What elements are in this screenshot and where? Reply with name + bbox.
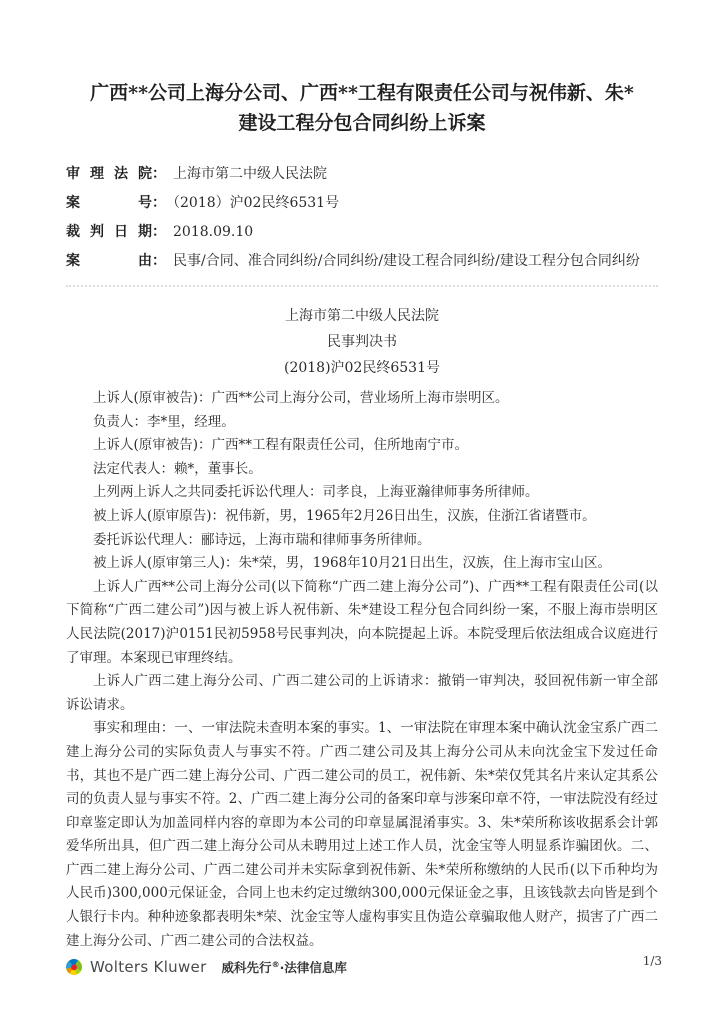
paragraph-appellee-agent: 委托诉讼代理人：郦诗远，上海市瑞和律师事务所律师。 (93, 531, 431, 548)
meta-label: 案号 (66, 195, 152, 211)
meta-colon: ： (152, 224, 166, 240)
judgment-case-no-line: (2018)沪02民终6531号 (284, 360, 440, 376)
paragraph-appellants-agent: 上列两上诉人之共同委托诉讼代理人：司孝良，上海亚瀚律师事务所律师。 (93, 484, 539, 501)
meta-value-court: 上海市第二中级人民法院 (173, 166, 327, 182)
paragraph-legal-representative: 法定代表人：赖*，董事长。 (93, 460, 262, 477)
meta-row-judgment-date (66, 218, 658, 247)
meta-label: 裁判日期 (66, 224, 152, 240)
registered-trademark-mark: ® (271, 959, 280, 969)
judgment-doc-type-line: 民事判决书 (327, 334, 397, 350)
footer (66, 954, 662, 976)
case-metadata (66, 160, 658, 276)
paragraph-appellant-2: 上诉人(原审被告)：广西**工程有限责任公司，住所地南宁市。 (93, 437, 469, 454)
paragraph-appellant-1: 上诉人(原审被告)：广西**公司上海分公司，营业场所上海市崇明区。 (93, 390, 509, 406)
meta-colon: ： (152, 166, 166, 182)
meta-colon: ： (152, 195, 166, 211)
judgment-header (66, 303, 658, 381)
product-suffix-text: 法律信息库 (284, 960, 347, 975)
meta-value-cause-of-action: 民事/合同、准合同纠纷/合同纠纷/建设工程合同纠纷/建设工程分包合同纠纷 (173, 253, 640, 269)
wolters-kluwer-wordmark: Wolters Kluwer (90, 958, 207, 976)
meta-row-cause-of-action (66, 247, 658, 276)
product-name-text: 威科先行 (221, 960, 272, 975)
paragraph-facts-and-reasons: 事实和理由：一、一审法院未查明本案的事实。1、一审法院在审理本案中确认沈金宝系广西二建上海分公司的实际负责人与事实不符。广西二建公司及其上海分公司从未向沈金宝下发过任命书，其也不是广西二建上海分公司、广西二建公司的员工，祝伟新、朱*荣仅凭其名片来认定其系公司的负责人显与事实不符。2、广西二建上海分公司的备案印章与涉案印章不符，一审法院没有经过印章鉴定即认为加盖同样内容的章即为本公司的印章显属混淆事实。3、朱*荣所称该收据系会计郭爱华所出具，但广西二建上海分公司从未聘用过上述工作人员，沈金宝等人明显系诈骗团伙。二、广西二建上海分公司、广西二建公司并未实际拿到祝伟新、朱*荣所称缴纳的人民币(以下币种均为人民币)300,000元保证金，合同上也未约定过缴纳300,000元保证金之事，且该钱款去向皆是到个人银行卡内。种种迹象都表明朱*荣、沈金宝等人虚构事实且伪造公章骗取他人财产，损害了广西二建上海分公司、广西二建公司的合法权益。 (66, 720, 658, 949)
meta-label: 案由 (66, 253, 152, 269)
meta-colon: ： (152, 253, 166, 269)
dotted-divider (66, 285, 658, 287)
paragraph-person-in-charge: 负责人：李*里，经理。 (93, 413, 235, 430)
meta-label: 审理法院 (66, 166, 152, 182)
paragraph-case-background: 上诉人广西**公司上海分公司(以下简称“广西二建上海分公司”)、广西**工程有限责任公司(以下简称“广西二建公司”)因与被上诉人祝伟新、朱*建设工程分包合同纠纷一案，不服上海市崇明区人民法院(2017)沪0151民初5958号民事判决，向本院提起上诉。本院受理后依法组成合议庭进行了审理。本案现已审理终结。 (66, 578, 658, 666)
wolters-kluwer-logo-icon (66, 959, 82, 975)
product-name (222, 958, 347, 976)
meta-value-case-number: （2018）沪02民终6531号 (173, 195, 340, 211)
case-title: 广西**公司上海分公司、广西**工程有限责任公司与祝伟新、朱*建设工程分包合同纠纷上诉案 (90, 82, 634, 134)
product-separator: · (279, 960, 285, 975)
paragraph-appellee-1: 被上诉人(原审原告)：祝伟新，男，1965年2月26日出生，汉族，住浙江省诸暨市。 (93, 507, 596, 524)
paragraph-appellee-2: 被上诉人(原审第三人)：朱*荣，男，1968年10月21日出生，汉族，住上海市宝山区。 (93, 555, 611, 572)
paragraph-appeal-request: 上诉人广西二建上海分公司、广西二建公司的上诉请求：撤销一审判决，驳回祝伟新一审全部诉讼请求。 (66, 673, 658, 713)
page-number: 1/3 (642, 954, 662, 968)
judgment-court-line: 上海市第二中级人民法院 (285, 308, 439, 324)
judgment-body (66, 387, 658, 953)
meta-row-court (66, 160, 658, 189)
meta-value-judgment-date: 2018.09.10 (173, 224, 254, 240)
meta-row-case-number (66, 189, 658, 218)
